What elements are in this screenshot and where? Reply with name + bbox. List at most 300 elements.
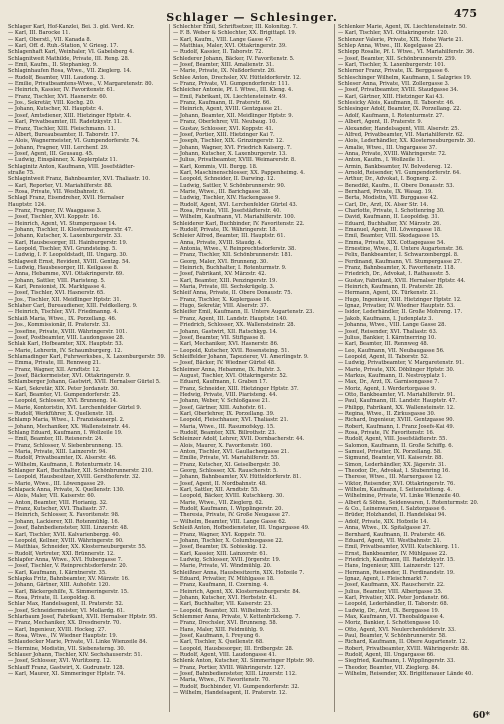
directory-entry: — Karl, Beamter, XIII. Penzingerstr. 19. [173,277,278,284]
directory-entry: Schlapfer Anna, Wtwe., XVI. Hubergasse 7. [8,556,123,563]
directory-entry: — Eduard, Privatier, IV. Mühlgasse 18. [173,575,275,582]
directory-entry: — Josef, Portier, XIII. Hietzinger Kai 7. [173,131,275,138]
directory-entry: — Otto, Agent, XVI. Neulerchenfelderstr. 33. [338,626,456,633]
directory-entry: Schleiderer Karl, Buchbinder, IV. Favoritenstr. 22. [173,220,305,227]
directory-entry: — Heinrich, Kassier, IV. Favoritenstr. 61. [8,87,115,94]
directory-entry: — Matthias, Schneider, XX. Klosterneuburgerstr. 55. [8,544,147,551]
directory-entry: — Karl, Kommis, VII. Burgg. 18. [173,163,258,170]
directory-entry: Schlapack Anna, Private, X. Quellenstr. 130. [8,487,125,494]
directory-entry: — Hans, Maler, XIII. Feldmühlg. 9. [173,626,265,633]
directory-entry: straße 75. [8,169,35,176]
directory-entry: — Franz, Bahnbeamter, X. Favoritenstr. 118. [338,265,456,272]
directory-entry: Schlar Max, Handelsagent, II. Praterstr. 52. [8,601,124,608]
directory-entry: — Anton, Kaufm., I. Wollzeile 11. [338,157,425,164]
directory-entry: Schleschinger Wilhelm, Kaufmann, I. Salzgries 19. [338,74,472,81]
directory-entry: — Rudolf, Buchbinder, VI. Gumpendorferstr. 32. [173,683,300,690]
directory-entry: Schlaginhaufen Rosa, Wtwe., VII. Zieglerg. 14. [8,68,132,75]
directory-entry: — Marie, Wtwe., VII. Zieglerg. 62. [173,499,264,506]
directory-entry: — Emma, Private, III. Rennweg 21. [8,360,101,367]
directory-entry: — Karl, Maschinenschlosser, XX. Pappenheimg. 4. [173,169,305,176]
directory-entry: — Marie, Kontoristin, XVI. Lerchenfelder Gürtel 9. [8,404,142,411]
directory-entry: — Franz, Oberlehrer, VII. Neubaug. 10. [173,119,278,126]
directory-entry: — Maria, Private, XIII. Lainzerstr. 94. [8,449,108,456]
directory-entry: Schlep Anna, Wtwe., III. Kegelgasse 23. [338,43,444,50]
directory-entry: — Heinrich, Kaufmann, II. Praterstr. 28. [338,284,444,291]
directory-entry: — Johann, Gärtner, XIII. Auhofstr. 120. [8,582,110,589]
directory-entry: — Alois, Maurer, X. Favoritenstr. 160. [173,442,273,449]
directory-entry: — Alois, Lederhändler, XX. Klosterneuburgerstr. 30. [338,138,476,145]
directory-entry: — Johann, Mechaniker, XX. Wallensteinstr. 44. [8,423,130,430]
directory-entry: — Franz, Drechsler, XVI. Brunneng. 58. [173,620,278,627]
directory-entry: — Anton, Tischler, XVI. Gaullachergasse 21. [173,449,290,456]
printer-signature: 60* [472,711,490,721]
directory-entry: — Karl, Sattler, XII. Arndtstr. 55. [173,487,260,494]
directory-entry: — Karl, Oberstl., VII. Kanada 8. [8,36,92,43]
directory-entry: Schlagl Franz, Eisendreher, XVII. Hernalser [8,195,124,202]
directory-entry: — Julius, Beamter, VIII. Albertgasse 35. [338,588,443,595]
directory-entry: — Georg, Maler, XVI. Brunneng. 30. [173,258,268,265]
directory-entry: — Anna, Hebamme, XVI. Ottakringerstr. 69. [8,271,124,278]
directory-entry: Schlagnitweit Mathilde, Private, III. Reng. 28. [8,55,130,62]
directory-entry: — Robert, Kaufmann, I. Franz Josefs-Kai 49. [338,423,455,430]
directory-entry: — Franz, Wagner, XII. Arndtstr. 12. [8,366,101,373]
directory-entry: — Max, Kaufmann, VI. Theobaldgasse 4. [338,613,445,620]
directory-entry: Schlamberger Johann, Gastwirt, XVII. Hernalser Gürtel 5. [8,379,161,386]
directory-entry: — Friedrich, Dr., Advokat, I. Rathausstr. 5. [338,271,451,278]
directory-entry: — Johann, Kutscher, X. Laxenburgerstr. 33. [8,233,122,240]
directory-column-1 [5,24,169,712]
directory-entry: — Wilhelmine, Private, VI. Linke Wienzeile 40. [338,493,461,500]
directory-entry: — Emil, Beamter, III. Reisnerstr. 24. [8,436,104,443]
directory-entry: — Karl, Mechaniker, XVI. Hasnerstr. 86. [173,341,279,348]
directory-entry: — Anna, Wtwe., IX. Spitalgasse 27. [338,525,431,532]
directory-entry: — Josef, Gärtner, XIII. Auhofstr. 61. [173,404,267,411]
directory-entry: Schlang Eduard, Kaufmann, I. Wollzeile 19. [8,430,123,436]
directory-entry: — Karl, Tischler, XVII. Kalvarienbergg. 40. [8,531,121,538]
directory-entry: — Rudolf, Kaufmann, I. Wipplingerstr. 20. [173,506,284,513]
directory-entry: — Rudolf, Beamter, VIII. Laudong. 3. [8,74,105,81]
directory-entry: — Franz, Kutscher, XVI. Thaliastr. 37. [8,506,108,513]
directory-entry: — Joseph, Tischler, XIX. Grinzingerstr. 12. [173,138,284,145]
directory-entry: — Rudolf, Vertreter, XXI. Brünnerstr. 12. [8,550,115,557]
directory-entry: Schlauff Franz, Gastwirt, X. Gudrunstr. 128. [8,664,125,671]
directory-entry: — Heinrich, Schlosser, X. Favoritenstr. 98. [8,512,120,519]
directory-entry: — Rudolf, Kassier, II. Taborstr. 72. [173,49,264,56]
directory-entry: — Karl, Sekretär, XIX. Peter Jordanstr. 30. [8,385,119,392]
directory-entry: — Josef, Fabrikant, XV. Märzstr. 42. [173,271,267,278]
directory-entry: — Paul, Kaufmann, III. Landstr. Hauptstr. 47. [338,398,457,405]
directory-entry: — Adolf, Kaufmann, I. Rotenturmstr. 27. [338,112,444,119]
directory-entry: — Anton, Beamter, VIII. Florianig. 32. [8,499,108,506]
directory-entry: — Moriz, Agent, I. Werdertorgasse 9. [338,385,437,392]
directory-column-2 [169,24,334,712]
directory-entry: — Sigmund, Beamter, VII. Kaiserstr. 88. [338,455,444,462]
directory-entry: — Emil, Privatbeamter, XVIII. Kutschkerg. 11. [338,544,460,551]
directory-entry: — Robert, Privatbeamter, XVIII. Währingerstr. 88. [338,645,470,652]
directory-entry: — Therese, Wtwe., III. Marxergasse 12. [338,474,443,481]
directory-entry: Schlenk Anton, Kutscher, XI. Simmeringer Hptstr. 90. [173,658,315,665]
directory-entry: — Franz, Agent, III. Landstr. Hauptstr. 140. [173,315,288,322]
directory-entry: — Jos., Tischler, XII. Meidlinger Hptstr. 31. [8,296,122,303]
directory-entry: Schlenzer Valerie, Private, XIX. Hohe Warte 21. [338,36,464,43]
directory-entry: — Johann, Kutscher, XI. Hauptstr. 4. [8,106,104,113]
directory-entry: — Leopold, Beamter, XII. Wilhelmstr. 33. [173,607,281,614]
directory-entry: — Josef, Postbeamter, VIII. Laudongasse 28. [8,334,125,341]
directory-entry: Schleier Alfred, Beamter, III. Hauptstr. 61. [173,233,286,240]
directory-entry: — Karl, Tischler, XVI. Ottakringerstr. 120. [338,30,449,37]
directory-entry: — Johann, Tischler, X. Columbusgasse 22. [173,537,284,544]
directory-entry: — Karl, III. Barocke 11. [8,30,71,37]
directory-entry: Schlesicky Alois, Kaufmann, II. Taborstr. 46. [338,100,455,107]
directory-entry: — Maria, Private, III. Sechskrügelg. 3. [173,284,275,291]
directory-entry: — Heinrich, Agent, XVIII. Gentzgasse 21. [173,106,282,113]
directory-entry: — Wilhelm, Kaufmann, I. Rotenturmstr. 14. [8,461,122,468]
directory-entry: — Franz, Mechaniker, XX. Dresdnerstr. 70. [8,620,121,627]
directory-entry: — Johann, Beamter, XII. Meidlinger Hptstr. 9. [173,112,294,119]
directory-entry: — Anna, Private, XVIII. Staudg. 4. [173,239,263,246]
directory-entry: — Hermine, Modistin, VII. Siebensterng. 30. [8,645,126,652]
directory-entry: — Leopold, Schneider, II. Darwing. 12. [173,176,276,183]
directory-entry: Schlagweit Ernst, Revident, XVIII. Gentzg. 54. [8,258,131,265]
directory-entry: Schlagintweit Franz, Bahnbeamter, XVI. Thaliastr. 10. [8,176,151,183]
directory-entry: — Leopold, Fleischhauer, XVI. Thaliastr. 21. [173,417,289,424]
directory-entry: — Carl, Dr., Arzt, IX. Alser Str. 14. [338,201,429,208]
directory-entry: — Paul, Beamter, V. Schönbrunnerstr. 58. [338,633,447,639]
directory-entry: — Friedrich, Kaufmann, III. Radetzkystr. 15. [338,556,455,563]
directory-entry: — Karl, Kassier, XIII. Lainzerstr. 61. [173,550,268,557]
directory-entry: — Ludwig, Sattler, V. Schönbrunnerstr. 90. [173,182,286,189]
directory-entry: Schlepp Rosalie, Pf. I. Wtwe., VI. Mariahilferstr. 36. [338,49,475,56]
directory-entry: — Berta, Modistin, VII. Burggasse 42. [338,195,438,202]
directory-entry: — Bernhard, Private, IX. Wasag. 19. [338,188,433,195]
directory-entry: — Adolf, Private, XIX. Hofzeile 14. [338,518,429,525]
directory-entry: — Max, Dr., Arzt, IX. Garnisongasse 7. [338,379,440,386]
directory-entry: — Franz, Schlosser, V. Siebenbrunneng. 15. [8,442,123,449]
directory-entry: — Wilhelm, Reisender, XX. Brigittenauer Lände 40. [338,671,473,678]
directory-entry: — Johann, Kutscher, X. Laxenburgerstr. 13. [173,150,287,157]
directory-entry: — Friedrich, Schlosser, XX. Wallensteinstr. 28. [173,322,296,329]
directory-entry: — Marie, Wtwe., III. Barichgasse 38. [173,188,271,195]
directory-entry: — Otto, Bankbeamter, VI. Mariahilferstr. 91. [338,391,455,398]
directory-entry: — Karl, Off. d. Ruh.-Station, V. Griesg. 17. [8,43,119,50]
directory-entry: — Simon, Lederhändler, XX. Jägerstr. 31. [338,461,447,468]
directory-entry: — Viktor, Reisender, XVI. Ottakringerstr. 76. [338,480,456,487]
directory-entry: Schlager Karl, Hof-Kanzlei, Bei. 3. gld. Verd. Kr. [8,24,135,30]
directory-entry: Schleiffelder Johann, Tapezierer, VI. Amerlingstr. 9. [173,353,309,360]
directory-entry: — Hermann, Reisender, II. Ferdinandstr. 19. [338,569,455,576]
directory-entry: — Karl, Bäckergehilfe, X. Simmeringerstr. 15. [8,588,129,595]
directory-entry: — Georg, Schlosser, XX. Rauscherstr. 5. [173,468,278,475]
directory-entry: — August, Tischler, XVI. Ottakringerstr. 52. [173,372,288,379]
directory-entry: — Maria, Wtwe., IV. Favoritenstr. 70. [173,677,271,684]
directory-entry: Schlaudecker Marie, Private, VI. Linke Wienzeile 84. [8,639,148,646]
directory-entry: — Johann, Sattler, VIII. Piaristeng. 5. [8,277,106,284]
directory-entry: Schlarbaum Josef, Fabrikant, XVII. Hernalser Hptstr. 95. [8,613,158,620]
directory-entry: — Josef, Beamter, IX. Sobieskig. 12. [173,544,268,551]
directory-entry: — Josef, Bahnbediensteter, XIII. Linzerstr. 112. [173,671,297,678]
directory-entry: — Leopold, Hausbesitzer, XVIII. Gersthoferstr. 32. [8,474,141,481]
directory-entry: — Gustav, Fabrikant, XVII. Hernalser Hptstr. 44. [338,277,466,284]
directory-entry: — Armin, Bankbeamter, IV. Belvedereg. 12. [338,163,452,170]
directory-entry: — Hermann, Agent, IX. Türkenstr. 21. [338,290,438,297]
directory-entry: — Karl, Kaufmann, I. Kärntnerstr. 35. [8,569,107,576]
directory-entry: — Franz, Schneider, XIII. Hietzinger Hptstr. 37. [173,385,299,392]
directory-entry: Schleiß Anton, Hofbediensteter, III. Ungargasse 49. [173,525,310,532]
directory-entry: — Josef, Reisender, XVI. Thaliastr. 63. [338,328,438,335]
directory-entry: — Charlotte, Private, I. Schottenring 30. [338,207,445,214]
directory-entry: — Karl, Privatier, XIX. Peter Jordanstr. 66. [338,594,449,601]
directory-entry: — Franz, Tischler, XIII. Fleischmann. 11. [8,125,116,132]
directory-entry: — Karl, Kaufm., VIII. Lange Gasse 47. [173,36,273,43]
directory-entry: — Rudolf, Private, IX. Währingerstr. 18. [173,227,278,233]
directory-entry: — Leopold, Lederhändler, II. Taborstr. 68. [338,601,449,608]
directory-entry: — Josef, Tischler, V. Reinprechtsdorferstr. 20. [8,563,128,570]
directory-entry: — Eduard, Agent, VII. Westbahnstr. 21. [338,537,442,544]
directory-entry: — Emilie, Private, VI. Mariahilferstr. 55. [173,455,280,462]
directory-entry: — Johann, Kutscher, XVI. Herbststr. 41. [173,594,277,601]
directory-entry: — Wilhelm, Kaufmann, I. Seitenstetteng. 4. [338,487,452,494]
directory-entry: — Richard, Ingenieur, XVIII. Gentzgasse 90. [338,417,455,424]
directory-entry: — Rosa, Private, VII. Westbahnstr. 6. [8,188,105,195]
directory-entry: — Rudolf, Beamter, XIX. Billrothstr. 23. [173,430,277,436]
directory-entry: — Alexander, Handelsagent, VIII. Alserstr. 25. [338,125,460,132]
directory-entry: — Josef, Beamter, XII. Schönbrunnerstr. 259. [338,55,457,62]
directory-entry: — Eduard, Kaufmann, I. Graben 17. [173,379,268,386]
directory-entry: — Emilie, Privatbeamtens-Wtwe., V. Margaretenstr. 80. [8,81,154,88]
directory-entry: Hauptstr. 124. [8,201,46,208]
directory-entry: — Josefine, Private, XVIII. Währingerstr. 101. [8,328,128,335]
directory-entry: — Maria, Wtwe., III. Rasumofskyg. 15. [173,423,275,430]
directory-entry: — Emil, Beamter, VIII. Skodagasse 15. [338,233,440,240]
directory-entry: — Johann, Weber, V. Schloßgasse 21. [173,398,270,405]
directory-entry: Schlenker Marie, Agent, IX. Liechtensteinstr. 50. [338,24,467,30]
directory-entry: — Emil, Kaufm., II. Stephanieg. 9. [8,62,98,69]
directory-entry: — Theresia, Private, IV. Große Neugasse 27. [173,512,290,519]
directory-entry: — Johann, Tischler, II. Klosterneuburgerstr. 47. [8,227,133,233]
directory-entry: — Karl, Gärtner, XIII. Hietzinger Kai 43. [338,93,444,100]
directory-entry: — Karl, Tischler, X. Quellenstr. 68. [173,639,264,646]
directory-entry: — Eduard, Buchhalter, XV. Märzstr. 26. [338,220,441,227]
directory-entry: — Josef, Tischler, XVI. Koppstr. 16. [8,214,100,221]
directory-entry: Schlapka Fritz, Bahnbeamter, XV. Märzstr. 16. [8,575,130,582]
directory-entry: — Franz, Kutscher, XI. Geiselbergstr. 30. [173,461,281,468]
directory-entry: — Anna, Private, XVIII. Währingerstr. 72. [338,150,447,157]
directory-entry: — Ludwig, I. F. Leopoldstadt, III. Ungarg. 30. [8,252,128,259]
directory-entry: — Jos., Sekretär, VIII. Kochg. 20. [8,100,95,107]
directory-entry: — Ludwig, Schlosser, XVII. Jörgerstr. 19. [173,556,281,563]
directory-entry: Schlee Anton, Drechsler, XV. Hütteldorferstr. 12. [173,74,301,81]
directory-entry: — Hans, Ingenieur, XIII. Lainzerstr. 127. [338,563,445,570]
directory-columns [5,24,499,712]
directory-entry: — Salomon, Kaufmann, II. Große Schiffg. 6. [338,442,454,449]
directory-entry: — Karl, Ingenieur, XVIII. Hockeg. 27. [8,626,107,633]
directory-column-3 [334,24,499,712]
directory-entry: — Josef, Schneidermeister, VI. Mollardg. 61. [8,607,125,614]
directory-entry: — Hugo, Ingenieur, XIII. Hietzinger Hptstr. 12. [338,296,462,303]
directory-entry: — David, Kaufmann, II. Leopoldsg. 31. [338,214,440,221]
directory-entry: Schleser Anna, Private, VII. Zollergasse 3. [338,81,450,88]
directory-entry: Schlederer Johann, Bäcker, IV. Favoritenstr. 5. [173,55,295,62]
directory-entry: — Marie, Wtwe., III. Löwengasse 29. [8,480,106,487]
directory-entry: — Albert, Bureaubeamter, II. Taborstr. 17. [8,131,120,138]
directory-entry: — Franz, Kaufmann, II. Praterstr. 66. [173,100,271,107]
directory-entry: — Josef, Tischler, XVI. Hasnerstr. 65. [8,290,105,297]
directory-entry: — Josef, Bahnbediensteter, XIII. Linzerstr. 48. [8,525,129,532]
directory-entry: — Arthur, Dr., Advokat, I. Bognerg. 2. [338,176,437,183]
directory-entry: — Johann, Wagner, XVI. Friedrich Kaiserg. 7. [173,144,292,151]
directory-entry: — Jos., Kommissionär, II. Praterstr. 33. [8,322,111,329]
directory-entry: Schleißner Anna, Hausbesitzerin, XIX. Hofzeile 7. [173,569,305,576]
directory-entry: — Arnold, Reisender, VI. Gumpendorferstr. 64. [338,169,461,176]
directory-entry: — Rosa, Private, IV. Favoritenstr. 16. [338,430,435,436]
directory-entry: Schlaiß Maria, Wtwe., IX. Porzellang. 46. [8,315,117,322]
directory-entry: — Brüder, Holzhandel, II. Handelskai 94. [338,512,447,519]
directory-entry: — Josef, Kaufmann, I. Freyung 6. [173,633,261,639]
directory-entry: — Heinrich, Agent, VI. Stumpergasse 14. [8,220,117,227]
directory-entry: Schleicher Antonie, Pf. I. Wtwe., III. Kleng. 4. [173,87,293,94]
directory-entry: Schlagenhaft Karl, Weinhaler, VI. Gabelsberg 4. [8,49,134,56]
directory-entry: Schleimer Anna, Hebamme, IX. Rufstr. 3. [173,366,282,373]
directory-entry: — Ludwig, Tischler, XIV. Hackengasse 9. [173,195,280,202]
running-title: Schlager — Schlesinger. [166,11,338,24]
directory-entry: — Karl, Beamter, VI. Gumpendorferstr. 25. [8,391,121,398]
directory-entry: — Emanuel, Agent, III. Löwengasse 18. [338,227,442,233]
directory-entry: — Karl, Buchhalter, VII. Kaiserstr. 23. [173,601,273,608]
directory-entry: — Rudolf, Agent, XVI. Lerchenfelder Gürtel 43. [173,201,298,208]
directory-entry: — Wilhelm, Beamter, VIII. Lange Gasse 62. [173,518,287,525]
directory-entry: — Ludwig, Einspänner, X. Keplerplatz 11. [8,157,118,164]
directory-entry: — Hugo, Sekretär, VIII. Alserstr. 37. [173,303,269,310]
directory-entry: — Theodor, Dr., Advokat, I. Stubenring 16. [338,468,450,475]
directory-entry: — Alfred, Privatbeamter, VII. Mariahilferstr. 62. [338,131,464,138]
directory-entry: — Josef, Kaufmann, XX. Rauscherstr. 22. [338,582,445,589]
directory-entry: — Karl, Reporter, VI. Mariahilferstr. 88. [8,182,113,189]
directory-entry: — Ludwig, Hausbesorger, III. Keilgasse 8. [8,265,119,272]
directory-entry: — Rosa, Private, VIII. Josefstädterstr. 40. [173,207,282,214]
directory-entry: — Leopold, Kutscher, XVII. Rosensteing. 51. [173,347,290,354]
directory-entry: — Emma, Private, XIX. Cottagegasse 54. [338,239,446,246]
directory-entry: — Karl, Hausbesorger, III. Hainburgerstr. 19. [8,239,128,246]
directory-entry: — Heinrich, Agent, XX. Klosterneuburgerstr. 84. [173,588,301,595]
directory-entry: — Josef, Schlosser, XVI. Wurlitzerg. 12. [8,658,112,665]
directory-entry: — Leopold, Kellner, XVIII. Währingerstr. 90. [8,537,124,544]
directory-entry: — Franz, Kaufmann, II. Czerning. 4. [173,582,269,589]
directory-entry: — Marie, Lehrerin, IV. Schaumburgerg. 12. [8,347,123,354]
directory-entry: — Leopold, Agent, II. Taborstr. 52. [338,353,429,360]
directory-entry: — Johann, Lackierer, XII. Rotenmühlg. 16. [8,518,120,525]
directory-entry: — Rudolf, Privatbeamter, IX. Alserstr. 46. [8,455,117,462]
directory-entry: Schlaher Carl, Bureaudiener, XIII. Feldkellerg. 9. [8,303,138,310]
directory-entry: Schlerner Franz, Private, IX. Berggasse 6. [338,68,450,75]
directory-entry: — Josef, Bäcker, IV. Wiedner Gürtel 48. [173,360,276,367]
directory-entry: — Hedwig, Private, VIII. Piaristeng. 44. [173,391,278,398]
directory-entry: Schlemmer Anna, Private, V. Kettenbrückeng. 7. [173,613,301,620]
directory-entry: — F. B. Weber & Schlechter, XX. Brigittapl. 19. [173,30,297,37]
directory-entry: Schleif Anna, Private, II. Obere Donaustr. 75. [173,290,293,297]
directory-entry: — Franz, Private, VI. Gumpendorferstr. 111. [173,81,290,88]
directory-entry: — Karl, Pensionist, IX. Marktgasse 4. [8,284,106,291]
directory-entry: — Rudolf, Werkführer, X. Quellenstr. 18. [8,410,114,417]
directory-entry: — Bernhard, Kaufmann, II. Praterstr. 46. [338,531,446,538]
directory-entry: — Benedikt, Kaufm., II. Obere Donaustr. 53. [338,182,455,189]
directory-entry: — Albert, Agent, II. Praterstr. 9. [338,119,423,126]
directory-entry: — Markus, Kaufmann, II. Nestroyplatz 1. [338,372,447,379]
directory-entry: — Marie, Private, XIX. Döblinger Hptstr. 30. [338,366,455,373]
directory-entry: — Rudolf, Agent, VIII. Josefstädterstr. 55. [338,436,448,443]
directory-entry: — Rosa, Wtwe., IV. Wiedner Hauptstr. 19. [8,633,118,639]
directory-entry: — Franz, Wagner, XVI. Koppstr. 70. [173,531,266,538]
directory-entry: — Josef, Amtsdiener, XIII. Hietzinger Hptstr. 4. [8,112,132,119]
directory-entry: — Matthias, Maler, XVI. Ottakringerstr. 39. [173,43,287,50]
directory-entry: — Felix, Bankbeamter, I. Schwarzenbergpl. 8. [338,252,459,259]
directory-entry: — Ludwig, Privatbeamter, V. Margaretenstr. 91. [338,360,464,367]
directory-entry: — Johann, Gastwirt, XII. Ratschkyg. 14. [173,328,278,335]
directory-entry: Schlesinger Adolf, Beamter, IX. Porzellang. 22. [338,106,462,113]
directory-entry: — Franz, Tischler, XVI. Hasnerstr. 60. [8,93,108,100]
directory-entry: — Josef, Agent, II. Nordbahnstr. 48. [173,480,267,487]
directory-entry: — Marie, Private, VI. Windmühlg. 20. [173,563,272,570]
directory-entry: — Johann, Fragner, VIII. Lerchenf. 29. [8,144,109,151]
directory-entry: — Leopold, Hausbesorger, III. Erdbergstr. 28. [173,645,294,652]
directory-entry: — Wilhelm, Handelsagent, II. Praterstr. 12. [173,690,287,697]
directory-entry: Schlanger Karl, Buchhalter, XII. Schönbrunnerstr. 210. [8,468,153,475]
directory-entry: — Richard, Kaufmann, II. Obere Augartenstr. 12. [338,639,467,646]
directory-entry: — Franz, Fragner, IV. Waaggasse 3. [8,207,102,214]
directory-entry: — Marie, Private, IX. Nußdorferstr. 26. [173,68,276,75]
directory-entry: Schlamp Maria, Wtwe., I. Franziskanerpl. 2. [8,417,125,424]
page-header [5,6,499,22]
directory-entry: — Josef, Beamter, XIII. Amalienstr. 31. [173,62,274,69]
directory-entry: — Julius, Bankier, I. Kärntnerring 10. [338,334,437,341]
directory-entry: — Isidor, Lederhändler, II. Große Mohreng. 17. [338,309,463,316]
directory-entry: — Julius, Privatbeamter, XVIII. Weimarerstr. 8. [173,157,296,164]
directory-entry: — Karl, Tischler, X. Laxenburgerstr. 101. [338,62,446,69]
directory-entry: — Ludwig, Dr., Arzt, IX. Berggasse 19. [338,607,440,614]
directory-entry: — Leo, Kaufmann, VII. Neubaugasse 56. [338,347,445,354]
directory-entry: — Emil, Fabrikant, IX. Liechtensteinstr. 49. [173,93,287,100]
directory-entry: — Samuel, Privatier, IX. Porzellang. 58. [338,449,442,456]
directory-entry: — Leopold, Tischler, XVI. Grundsteing. 5. [8,246,117,253]
directory-entry: — Karl, Maurer, XI. Simmeringer Hptstr. 74. [8,671,126,678]
directory-entry: — Alois, Maler, VII. Kaiserstr. 60. [8,493,96,500]
directory-entry: — Leopold, Schlosser, XVI. Brunneng. 14. [8,398,118,405]
directory-entry: — Theodor, Beamter, VII. Zieglerg. 84. [338,664,440,671]
directory-entry: — Josef, Bäckermeister, XVI. Ottakringerstr. 9. [8,372,131,379]
directory-entry: — Rudolf, Agent, III. Ungargasse 66. [338,652,435,659]
directory-entry: — Leopold, Bäcker, XVIII. Kutschkerg. 30. [173,493,284,500]
directory-entry: — Gustav, Schlosser, XVI. Koppstr. 41. [173,125,274,132]
directory-entry: — Amalie, Wtwe., III. Ungargasse 37. [338,144,437,151]
directory-entry: — Ernestine, Wtwe., II. Untere Augartenstr. 36. [338,246,464,253]
directory-entry: — Regina, Wtwe., II. Zirkusgasse 30. [338,410,436,417]
directory-entry: Schleifer Emil, Kaufmann, II. Untere Augartenstr. 23. [173,309,314,316]
directory-entry: — Rudolf, Agent, VIII. Laudongasse 41. [173,652,277,659]
directory-entry: — Moriz, Bankier, I. Schottengasse 10. [338,620,441,627]
directory-entry: Schlaginitz Anton, Kaufmann, VIII. Josefstädter- [8,163,135,170]
directory-entry: — Wilhelm, Kaufmann, VI. Mariahilferstr. 100. [173,214,296,221]
directory-entry: — Ignaz, Privatier, IV. Wiedner Hauptstr. 53. [338,303,455,310]
directory-entry: — Josef, Beamter, VII. Stiftgasse 8. [173,334,265,341]
page-number: 475 [454,7,477,20]
directory-entry: — Karl, Privatbeamter, III. Radetzkystr. 11. [8,119,122,126]
directory-entry: — Josef, Agent, III. Geusaug. 45. [8,150,94,157]
directory-entry: Schlechter Emil, Schriftsetzer, III. Kolonitzg. 7. [173,24,298,30]
directory-entry: — Johanna, Wtwe., VIII. Lange Gasse 28. [338,322,447,329]
directory-entry: — Josef, Privatbeamter, XVIII. Staudgasse 34. [338,87,459,94]
directory-entry: — Ignaz, Agent, I. Fleischmarkt 7. [338,575,429,582]
directory-entry: — Karl, Beamter, III. Rennweg 48. [338,341,429,348]
directory-entry: — Albert & Söhne, Seidenwaren, I. Rotenturmstr. 20. [338,499,479,506]
